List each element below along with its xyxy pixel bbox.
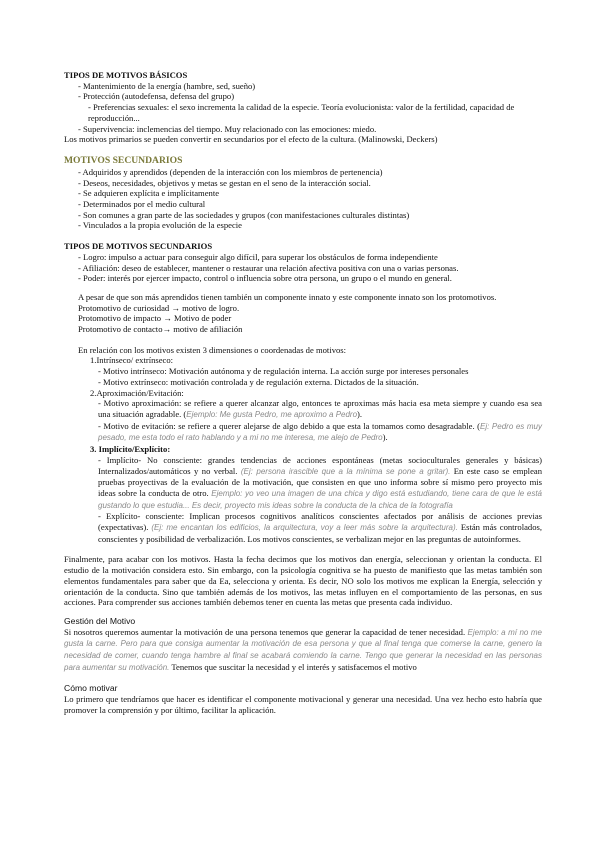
dimension-2-avoidance: - Motivo de evitación: se refiere a querer alejarse de algo debido a que esta la tomamos como desagradable. (Ej: Pedro es muy pesado, me esta todo el rato hablando y a mi no me interesa, me alejo de Pedro). bbox=[98, 420, 543, 443]
final-paragraph: Finalmente, para acabar con los motivos. Hasta la fecha decimos que los motivos dan energía, seleccionan y orientan la conducta. El estudio de la motivación considera esto. Sin embargo, con la psicología cognitiva se ha puesto de manifiesto que las metas también son elementos fundamentales para saber que da Ea, selecciona y orienta. Es decir, NO solo los motivos me explican la Energía, selección y orientación de la conducta. Sino que también además de los motivos, las metas influyen en el comportamiento de las personas, en sus acciones. Para comprender sus acciones también debemos tener en cuenta las metas que presenta cada individuo. bbox=[64, 554, 542, 608]
heading-secondary-types: TIPOS DE MOTIVOS SECUNDARIOS bbox=[64, 241, 213, 252]
list-item: - Vinculados a la propia evolución de la especie bbox=[78, 220, 242, 231]
motive-management-text: Si nosotros queremos aumentar la motivación de una persona tenemos que generar la capacidad de tener necesidad. Ejemplo: a mí no me gusta la carne. Pero para que consiga aumentar la motivación de esa persona y que al final tenga que comerse la carne, genero la necesidad de comer, cuando tenga hambre al final se acabará comiendo la carne. Tengo que generar la necesidad en las personas para aumentar su motivación. Tenemos que suscitar la necesidad y el interés y satisfacemos el motivo bbox=[64, 626, 542, 672]
heading-secondary-motives: MOTIVOS SECUNDARIOS bbox=[64, 154, 183, 166]
list-item: - Mantenimiento de la energía (hambre, sed, sueño) bbox=[78, 80, 256, 91]
list-item: - Motivo extrínseco: motivación controlada y de regulación externa. Dictados de la situación. bbox=[98, 376, 419, 387]
how-to-motivate-text: Lo primero que tendríamos que hacer es identificar el componente motivacional y generar una necesidad. Una vez hecho esto habría que promover la comprensión y por último, facilitar la aplicación. bbox=[64, 694, 542, 715]
section-basic-motives bbox=[64, 70, 542, 145]
list-item: - Son comunes a gran parte de las sociedades y grupos (con manifestaciones culturales distintas) bbox=[78, 209, 410, 220]
secondary-motives-list bbox=[64, 167, 542, 231]
section-how-to-motivate bbox=[64, 683, 542, 715]
section-secondary-types bbox=[64, 241, 542, 335]
list-item: - Preferencias sexuales: el sexo incrementa la calidad de la especie. Teoría evolucionista: valor de la fertilidad, capacidad de reproducción... bbox=[88, 102, 515, 123]
heading-how-to-motivate: Cómo motivar bbox=[64, 683, 118, 694]
list-item: - Afiliación: deseo de establecer, mantener o restaurar una relación afectiva positiva con una o varias personas. bbox=[78, 262, 459, 273]
list-item: - Determinados por el medio cultural bbox=[78, 199, 206, 210]
protomotive-line: Protomotivo de impacto → Motivo de poder bbox=[78, 313, 232, 324]
list-item: - Logro: impulso a actuar para conseguir algo difícil, para superar los obstáculos de forma independiente bbox=[78, 251, 438, 262]
dimension-3-title: 3. Implícito/Explícito: bbox=[90, 444, 171, 455]
protomotive-line: Protomotivo de contacto→ motivo de afiliación bbox=[78, 324, 243, 335]
document-body bbox=[64, 70, 542, 726]
heading-motive-management: Gestión del Motivo bbox=[64, 615, 136, 626]
section-secondary-motives bbox=[64, 155, 542, 231]
basic-motives-note: Los motivos primarios se pueden convertir en secundarios por el efecto de la cultura. (Malinowski, Deckers) bbox=[64, 134, 438, 145]
list-item: - Poder: interés por ejercer impacto, control o influencia sobre otra persona, un grupo o el mundo en general. bbox=[78, 273, 452, 284]
list-item: - Deseos, necesidades, objetivos y metas se gestan en el seno de la interacción social. bbox=[78, 177, 371, 188]
heading-basic-motives: TIPOS DE MOTIVOS BÁSICOS bbox=[64, 70, 188, 80]
protomotive-line: Protomotivo de curiosidad → motivo de logro. bbox=[78, 302, 240, 313]
list-item: - Protección (autodefensa, defensa del grupo) bbox=[78, 91, 235, 102]
section-dimensions bbox=[64, 345, 542, 545]
dimension-2-title: 2.Aproximación/Evitación: bbox=[90, 387, 184, 398]
secondary-types-list bbox=[64, 252, 542, 284]
dimension-1-title: 1.Intrínseco/ extrínseco: bbox=[90, 355, 174, 366]
dimension-2-approach: - Motivo aproximación: se refiere a querer alcanzar algo, entonces te aproximas más hacia esa meta siempre y cuando esa sea una situación agradable. (Ejemplo: Me gusta Pedro, me aproximo a Pedro). bbox=[98, 398, 542, 419]
basic-motives-list bbox=[64, 81, 542, 135]
dimension-3-implicit: - Implícito- No consciente: grandes tendencias de acciones espontáneas (metas socioculturales generales y básicas) Internalizados/automáticos y no verbal. (Ej: persona irascible que a la mínima se pone a gritar). En este caso se emplean pruebas proyectivas de la evaluación de la motivación, que consisten en que uno informa sobre sí mismo pero proyecto mis ideas sobre la conducta de otro. Ejemplo: yo veo una imagen de una chica y digo está estudiando, tiene cara de que le está gustando lo que estudia... Es decir, proyecto mis ideas sobre la conducta de la chica de la fotografía bbox=[98, 454, 542, 510]
list-item: - Motivo intrínseco: Motivación autónoma y de regulación interna. La acción surge por intereses personales bbox=[98, 366, 469, 377]
section-motive-management bbox=[64, 616, 542, 674]
protomotives-paragraph: A pesar de que son más aprendidos tienen también un componente innato y este componente innato son los protomotivos. bbox=[78, 291, 497, 302]
dimension-3-explicit: - Explícito- consciente: Implican procesos cognitivos analíticos conscientes afectados por análisis de acciones previas (expectativas). (Ej: me encantan los edificios, la arquitectura, voy a leer más sobre la arquitectura). Están más controlados, conscientes y posibilidad de verbalización. Los motivos conscientes, se verbalizan mejor en las preguntas de autoinformes. bbox=[98, 511, 542, 544]
list-item: - Supervivencia: inclemencias del tiempo. Muy relacionado con las emociones: miedo. bbox=[78, 123, 377, 134]
dimensions-intro: En relación con los motivos existen 3 dimensiones o coordenadas de motivos: bbox=[78, 344, 347, 355]
list-item: - Se adquieren explícita e implícitamente bbox=[78, 188, 220, 199]
list-item: - Adquiridos y aprendidos (dependen de la interacción con los miembros de pertenencia) bbox=[78, 166, 383, 177]
